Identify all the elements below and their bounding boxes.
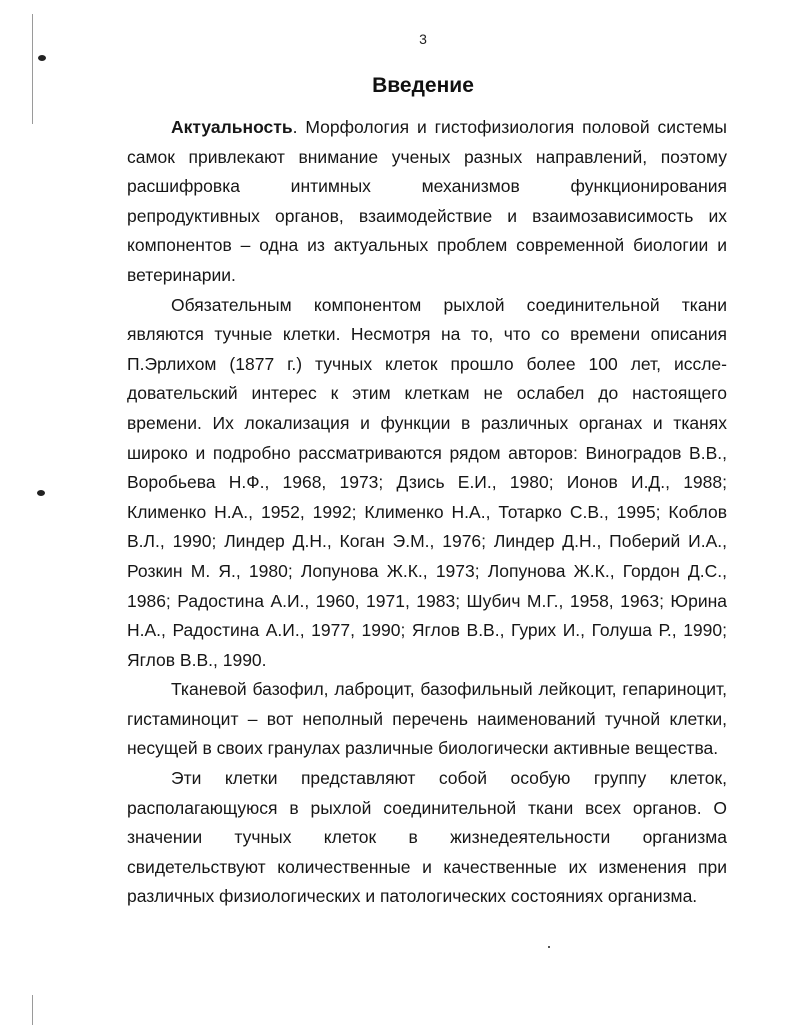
paragraph-mast-cells: Обязательным компонентом рыхлой соединительной ткани являются тучные клетки. Несмотря на то, что со времени описания П.Эрлихом (1877 г.) тучных клеток прошло более 100 лет, исследовательский интерес к этим клеткам не ослабел до настоящего времени. Их локализация и функции в различных органах и тканях широко и подробно рассматриваются рядом авторов: Виноградов В.В., Воробьева Н.Ф., 1968, 1973; Дзись Е.И., 1980; Ионов И.Д., 1988; Клименко Н.А., 1952, 1992; Клименко Н.А., Тотарко С.В., 1995; Коблов В.Л., 1990; Линдер Д.Н., Коган Э.М., 1976; Линдер Д.Н., Поберий И.А., Розкин М. Я., 1980; Лопунова Ж.К., 1973; Лопунова Ж.К., Гордон Д.С., 1986; Радостина А.И., 1960, 1971, 1983; Шубич М.Г., 1958, 1963; Юрина Н.А., Радостина А.И., 1977, 1990; Яглов В.В., Гурих И., Голуша Р., 1990; Яглов В.В., 1990. [127, 294, 727, 670]
relevance-text: . Морфология и гистофизиология половой системы самок привлекают внимание ученых разных направлений, поэтому расшифровка интимных механизмов функционирования репродуктивных органов, взаимодействие и взаимозависимость их компонентов – одна из актуальных проблем современной биологии и ветеринарии. [127, 117, 727, 285]
paragraph-cell-role: Эти клетки представляют собой особую группу клеток, располагающуюся в рыхлой соединительной ткани всех органов. О значении тучных клеток в жизнедеятельности организма свидетельствуют количественные и качественные их изменения при различных физиологических и патологических состояниях организма. [127, 768, 727, 907]
hole-punch-mark-middle [37, 490, 45, 496]
relevance-term: Актуальность [171, 117, 293, 137]
page-title: Введение [372, 74, 474, 97]
scan-speck [548, 946, 550, 948]
paragraph-relevance [127, 113, 727, 291]
paragraph-cell-names: Тканевой базофил, лаброцит, базофильный лейкоцит, гепариноцит, гистаминоцит – вот неполный перечень наименований тучной клетки, несущей в своих гранулах различные биологически активные вещества. [127, 679, 727, 759]
hole-punch-mark-top [38, 55, 46, 61]
page-number: 3 [419, 31, 427, 47]
body-text [127, 113, 727, 912]
binding-margin-line-lower [32, 995, 33, 1025]
